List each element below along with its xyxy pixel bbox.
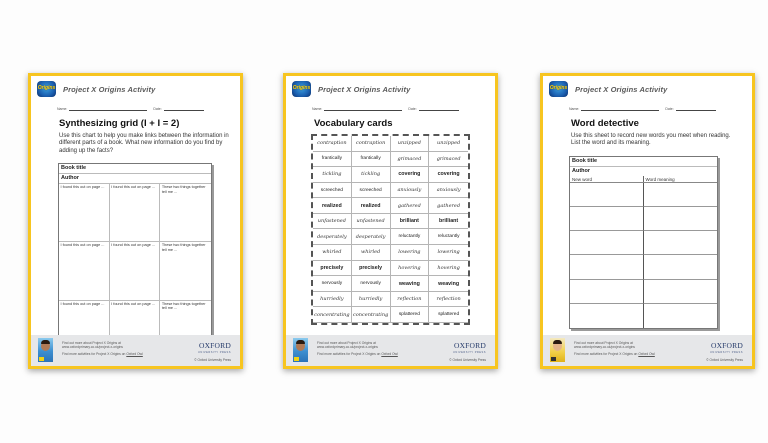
vocabulary-card-grid [311,134,470,325]
vocabulary-card: hovering [429,261,468,277]
worksheet-card-synthesizing-grid[interactable] [28,73,243,369]
grid-cell: I found this out on page ... [59,242,110,300]
date-line [419,110,459,111]
word-meaning-cell [644,231,718,255]
vocabulary-card: nervously [352,276,391,292]
new-word-cell [570,304,644,328]
vocabulary-card: splattered [391,307,430,323]
vocabulary-card: gathered [429,198,468,214]
character-photo [293,338,308,362]
vocabulary-card: anxiously [429,183,468,199]
table-header [570,176,717,183]
vocabulary-card: unfastened [313,214,352,230]
vocabulary-card: reluctantly [429,229,468,245]
oxford-logo: OXFORD UNIVERSITY PRESS © Oxford University Press [706,341,743,362]
date-line [676,110,716,111]
new-word-cell [570,231,644,255]
vocabulary-card: concentrating [352,307,391,323]
vocabulary-card: whirled [352,245,391,261]
vocabulary-card: grimaced [429,152,468,168]
column-word-meaning: Word meaning [645,176,675,182]
vocabulary-card: concentrating [313,307,352,323]
vocabulary-card: gathered [391,198,430,214]
vocabulary-card: lowering [429,245,468,261]
worksheet-header [549,82,667,96]
header-title: Project X Origins Activity [63,84,156,94]
vocabulary-card: grimaced [391,152,430,168]
name-date-row [569,107,716,111]
character-photo [38,338,53,362]
vocabulary-card: reflection [391,292,430,308]
grid-cell: These two things together tell me ... [161,301,206,311]
name-date-row [57,107,204,111]
vocabulary-card: brilliant [429,214,468,230]
footer-text: Find out more about Project X Origins at www.oxfordprimary.co.uk/project-x-origins Find more activities for Project X Origins on Oxford Owl [62,341,143,357]
vocabulary-card: unzipped [391,136,430,152]
grid-cell: I found this out on page ... [110,301,161,359]
book-title-label: Book title [570,157,717,167]
vocabulary-card: realized [352,198,391,214]
vocabulary-card: nervously [313,276,352,292]
vocabulary-card: screeched [313,183,352,199]
origins-logo-icon: Origins [549,81,568,97]
origins-logo-icon: Origins [37,81,56,97]
new-word-cell [570,280,644,304]
vocabulary-card: unfastened [352,214,391,230]
vocabulary-card: tickling [313,167,352,183]
vocabulary-card: covering [429,167,468,183]
vocabulary-card: realized [313,198,352,214]
word-meaning-cell [644,207,718,231]
oxford-logo: OXFORD UNIVERSITY PRESS © Oxford University Press [194,341,231,362]
vocabulary-card: contraption [313,136,352,152]
name-line [324,110,402,111]
worksheet-footer [31,335,240,366]
grid-cell: I found this out on page ... [110,242,161,300]
vocabulary-card: covering [391,167,430,183]
origins-logo-icon: Origins [292,81,311,97]
word-meaning-cell [644,183,718,207]
vocabulary-card: unzipped [429,136,468,152]
vocabulary-card: desperately [313,229,352,245]
worksheet-footer [286,335,495,366]
grid-cell: These two things together tell me ... [160,242,211,300]
vocabulary-card: precisely [352,261,391,277]
vocabulary-card: weaving [429,276,468,292]
footer-text: Find out more about Project X Origins at www.oxfordprimary.co.uk/project-x-origins Find more activities for Project X Origins on Oxford Owl [574,341,655,357]
author-label: Author [572,168,591,174]
header-title: Project X Origins Activity [575,84,668,94]
vocabulary-card: desperately [352,229,391,245]
footer-text: Find out more about Project X Origins at www.oxfordprimary.co.uk/project-x-origins Find more activities for Project X Origins on Oxford Owl [317,341,398,357]
grid-cell: I found this out on page ... [110,184,161,242]
vocabulary-card: lowering [391,245,430,261]
grid-cell: These two things together tell me ... [160,184,211,242]
oxford-owl-link[interactable]: Oxford Owl [638,352,655,357]
vocabulary-card: hovering [391,261,430,277]
worksheet-title: Word detective [571,118,639,129]
vocabulary-card: tickling [352,167,391,183]
date-label: Date: [153,107,162,111]
worksheet-footer [543,335,752,366]
word-meaning-cell [644,255,718,279]
vocabulary-card: weaving [391,276,430,292]
vocabulary-card: contraption [352,136,391,152]
new-word-cell [570,207,644,231]
worksheet-card-vocabulary-cards[interactable] [283,73,498,369]
new-word-cell [570,255,644,279]
word-meaning-cell [644,304,718,328]
column-new-word: New word [570,176,644,182]
oxford-owl-link[interactable]: Oxford Owl [381,352,398,357]
date-line [164,110,204,111]
name-label: Name: [569,107,580,111]
worksheet-description: Use this chart to help you make links between the information in different parts of a book. What new information do you find by adding up the facts? [59,133,229,154]
header-title: Project X Origins Activity [318,84,411,94]
vocabulary-card: screeched [352,183,391,199]
author-label: Author [59,174,211,184]
name-label: Name: [57,107,68,111]
word-detective-table [569,156,718,329]
vocabulary-card: frantically [352,152,391,168]
date-label: Date: [408,107,417,111]
worksheet-header [292,82,410,96]
grid-cell: I found this out on page ... [59,184,110,242]
vocabulary-card: anxiously [391,183,430,199]
book-title-label: Book title [59,164,211,174]
new-word-cell [570,183,644,207]
worksheet-title: Vocabulary cards [314,118,393,129]
word-meaning-cell [644,280,718,304]
vocabulary-card: reluctantly [391,229,430,245]
table-body [570,183,717,328]
worksheet-card-word-detective[interactable] [540,73,755,369]
name-line [69,110,147,111]
vocabulary-card: hurriedly [313,292,352,308]
vocabulary-card: brilliant [391,214,430,230]
worksheet-description: Use this sheet to record new words you meet when reading. List the word and its meaning. [571,133,731,147]
vocabulary-card: reflection [429,292,468,308]
oxford-owl-link[interactable]: Oxford Owl [126,352,143,357]
date-label: Date: [665,107,674,111]
name-label: Name: [312,107,323,111]
vocabulary-card: splattered [429,307,468,323]
name-line [581,110,659,111]
character-photo [550,338,565,362]
vocabulary-card: frantically [313,152,352,168]
worksheet-header [37,82,155,96]
name-date-row [312,107,459,111]
synthesizing-table [58,163,212,358]
oxford-logo: OXFORD UNIVERSITY PRESS © Oxford University Press [449,341,486,362]
vocabulary-card: whirled [313,245,352,261]
grid-cell: I found this out on page ... [59,301,110,359]
vocabulary-card: hurriedly [352,292,391,308]
worksheet-title: Synthesizing grid (I + I = 2) [59,118,180,129]
vocabulary-card: precisely [313,261,352,277]
